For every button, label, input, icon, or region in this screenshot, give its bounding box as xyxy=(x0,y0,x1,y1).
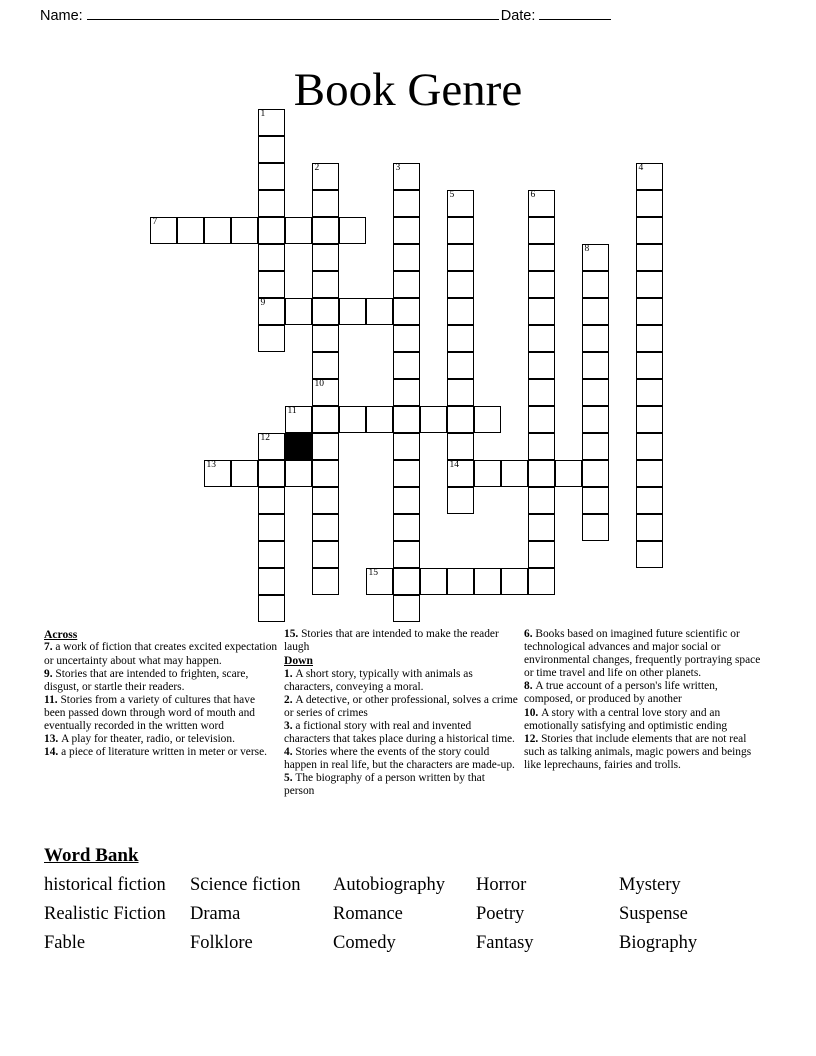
clue-text: A detective, or other professional, solves a crime or series of crimes xyxy=(284,693,518,719)
crossword-clue-number: 4 xyxy=(638,163,644,173)
clue-across-13 xyxy=(44,733,278,746)
crossword-cell[interactable] xyxy=(474,406,501,433)
crossword-cell[interactable] xyxy=(312,433,339,460)
clue-number: 3. xyxy=(284,719,296,732)
word-bank-word: Fable xyxy=(44,933,86,953)
crossword-cell[interactable] xyxy=(393,271,420,298)
crossword-cell[interactable] xyxy=(258,190,285,217)
clue-number: 8. xyxy=(524,680,536,693)
crossword-clue-number: 6 xyxy=(530,190,536,200)
crossword-cell[interactable] xyxy=(312,460,339,487)
clue-text: a fictional story with real and invented characters that takes place during a historical time. xyxy=(284,719,515,746)
crossword-cell[interactable] xyxy=(393,163,420,190)
crossword-cell[interactable] xyxy=(312,541,339,568)
clue-number: 1. xyxy=(284,667,296,680)
crossword-cell[interactable] xyxy=(258,460,285,487)
crossword-clue-number: 7 xyxy=(152,217,158,227)
crossword-cell[interactable] xyxy=(636,541,663,568)
clue-text: Stories from a variety of cultures that have been passed down through word of mouth and eventually recorded in the written word xyxy=(44,693,256,732)
clue-text: Stories that are intended to frighten, scare, disgust, or startle their readers. xyxy=(44,667,249,693)
crossword-cell[interactable] xyxy=(636,190,663,217)
crossword-cell[interactable] xyxy=(312,298,339,325)
crossword-blocked-cell xyxy=(285,433,312,460)
crossword-cell[interactable] xyxy=(312,406,339,433)
clues-column-1 xyxy=(44,628,284,828)
crossword-cell[interactable] xyxy=(204,217,231,244)
crossword-cell[interactable] xyxy=(447,352,474,379)
crossword-cell[interactable] xyxy=(636,433,663,460)
crossword-cell[interactable] xyxy=(393,541,420,568)
clue-number: 6. xyxy=(524,628,536,640)
crossword-cell[interactable] xyxy=(366,406,393,433)
clue-down-12 xyxy=(524,733,766,772)
crossword-cell[interactable] xyxy=(312,190,339,217)
crossword-cell[interactable] xyxy=(447,190,474,217)
crossword-cell[interactable] xyxy=(393,433,420,460)
crossword-cell[interactable] xyxy=(393,406,420,433)
crossword-cell[interactable] xyxy=(447,433,474,460)
word-bank-word: Drama xyxy=(190,904,241,924)
crossword-cell[interactable] xyxy=(528,190,555,217)
crossword-cell[interactable] xyxy=(636,514,663,541)
clue-across-7 xyxy=(44,641,278,667)
clue-text: A play for theater, radio, or television. xyxy=(61,733,235,746)
word-bank-word: Fantasy xyxy=(476,933,534,953)
clue-text: A story with a central love story and an emotionally satisfying and optimistic ending xyxy=(524,706,728,732)
crossword-cell[interactable] xyxy=(231,460,258,487)
clue-down-4 xyxy=(284,746,518,772)
crossword-cell[interactable] xyxy=(582,352,609,379)
crossword-cell[interactable] xyxy=(393,298,420,325)
crossword-cell[interactable] xyxy=(474,460,501,487)
clue-number: 2. xyxy=(284,693,296,706)
crossword-cell[interactable] xyxy=(528,379,555,406)
word-bank-word: Poetry xyxy=(476,904,525,924)
clue-across-15 xyxy=(284,628,518,654)
clue-text: Stories that include elements that are not real such as talking animals, magic powers and beings like leprechauns, fairies and trolls. xyxy=(524,732,752,771)
crossword-cell[interactable] xyxy=(339,406,366,433)
clue-number: 5. xyxy=(284,772,296,785)
crossword-cell[interactable] xyxy=(636,217,663,244)
crossword-cell[interactable] xyxy=(393,217,420,244)
crossword-cell[interactable] xyxy=(636,244,663,271)
crossword-cell[interactable] xyxy=(528,568,555,595)
crossword-cell[interactable] xyxy=(636,460,663,487)
crossword-cell[interactable] xyxy=(393,568,420,595)
clue-down-2 xyxy=(284,694,518,720)
clue-text: Books based on imagined future scientific or technological advances and major social or environmental changes, frequently portraying space or time travel and life on other planets. xyxy=(524,628,761,680)
clue-down-3 xyxy=(284,720,518,746)
crossword-cell[interactable] xyxy=(258,487,285,514)
crossword-cell[interactable] xyxy=(582,487,609,514)
crossword-cell[interactable] xyxy=(177,217,204,244)
word-bank-word: Horror xyxy=(476,875,527,895)
crossword-cell[interactable] xyxy=(501,460,528,487)
clue-number: 10. xyxy=(524,706,542,719)
crossword-cell[interactable] xyxy=(447,271,474,298)
crossword-cell[interactable] xyxy=(528,244,555,271)
name-label: Name: xyxy=(40,8,83,24)
crossword-cell[interactable] xyxy=(420,406,447,433)
crossword-cell[interactable] xyxy=(312,568,339,595)
crossword-cell[interactable] xyxy=(258,136,285,163)
clue-down-8 xyxy=(524,680,766,706)
crossword-cell[interactable] xyxy=(258,271,285,298)
crossword-cell[interactable] xyxy=(528,217,555,244)
clues-section xyxy=(44,628,772,828)
clue-text: A short story, typically with animals as characters, conveying a moral. xyxy=(284,667,473,693)
crossword-clue-number: 15 xyxy=(368,568,378,578)
crossword-cell[interactable] xyxy=(312,325,339,352)
clue-text: The biography of a person written by that person xyxy=(284,772,485,798)
crossword-cell[interactable] xyxy=(393,514,420,541)
crossword-cell[interactable] xyxy=(285,298,312,325)
clue-text: Stories that are intended to make the reader laugh xyxy=(284,628,499,654)
crossword-cell[interactable] xyxy=(312,487,339,514)
clue-number: 14. xyxy=(44,746,62,759)
crossword-cell[interactable] xyxy=(582,298,609,325)
clue-number: 7. xyxy=(44,641,56,654)
crossword-cell[interactable] xyxy=(501,568,528,595)
word-bank-section xyxy=(44,845,784,954)
crossword-cell[interactable] xyxy=(582,379,609,406)
word-bank-word: historical fiction xyxy=(44,875,166,895)
clue-across-14 xyxy=(44,746,278,759)
crossword-cell[interactable] xyxy=(447,217,474,244)
crossword-cell[interactable] xyxy=(312,514,339,541)
crossword-cell[interactable] xyxy=(393,379,420,406)
crossword-cell[interactable] xyxy=(393,325,420,352)
crossword-cell[interactable] xyxy=(393,190,420,217)
word-bank-word: Biography xyxy=(619,933,698,953)
clue-number: 4. xyxy=(284,746,296,759)
clue-number: 15. xyxy=(284,628,302,640)
crossword-cell[interactable] xyxy=(258,109,285,136)
crossword-cell[interactable] xyxy=(447,244,474,271)
clue-down-10 xyxy=(524,707,766,733)
clue-number: 11. xyxy=(44,693,61,706)
crossword-clue-number: 8 xyxy=(584,244,590,254)
crossword-cell[interactable] xyxy=(258,541,285,568)
crossword-cell[interactable] xyxy=(582,244,609,271)
crossword-cell[interactable] xyxy=(447,298,474,325)
crossword-cell[interactable] xyxy=(258,433,285,460)
crossword-cell[interactable] xyxy=(636,325,663,352)
crossword-cell[interactable] xyxy=(393,487,420,514)
crossword-cell[interactable] xyxy=(528,352,555,379)
crossword-cell[interactable] xyxy=(312,271,339,298)
clue-text: a work of fiction that creates excited expectation or uncertainty about what may happen. xyxy=(44,641,278,667)
crossword-cell[interactable] xyxy=(312,217,339,244)
crossword-cell[interactable] xyxy=(582,406,609,433)
crossword-cell[interactable] xyxy=(393,352,420,379)
crossword-cell[interactable] xyxy=(339,217,366,244)
across-heading: Across xyxy=(44,628,78,641)
crossword-cell[interactable] xyxy=(258,217,285,244)
crossword-cell[interactable] xyxy=(258,244,285,271)
crossword-cell[interactable] xyxy=(582,514,609,541)
crossword-cell[interactable] xyxy=(258,298,285,325)
crossword-cell[interactable] xyxy=(366,568,393,595)
clue-number: 12. xyxy=(524,732,542,745)
crossword-cell[interactable] xyxy=(420,568,447,595)
crossword-cell[interactable] xyxy=(258,568,285,595)
word-bank-word: Science fiction xyxy=(190,875,301,895)
clue-down-1 xyxy=(284,668,518,694)
crossword-clue-number: 13 xyxy=(206,460,216,470)
clue-down-6 xyxy=(524,628,766,680)
crossword-cell[interactable] xyxy=(447,568,474,595)
crossword-cell[interactable] xyxy=(528,460,555,487)
crossword-cell[interactable] xyxy=(636,379,663,406)
down-heading: Down xyxy=(284,654,313,668)
crossword-cell[interactable] xyxy=(258,163,285,190)
crossword-cell[interactable] xyxy=(582,325,609,352)
clue-text: a piece of literature written in meter or verse. xyxy=(61,746,267,759)
crossword-cell[interactable] xyxy=(528,325,555,352)
crossword-cell[interactable] xyxy=(528,487,555,514)
crossword-clue-number: 14 xyxy=(449,460,459,470)
crossword-cell[interactable] xyxy=(393,460,420,487)
crossword-cell[interactable] xyxy=(393,244,420,271)
crossword-cell[interactable] xyxy=(474,568,501,595)
crossword-cell[interactable] xyxy=(528,271,555,298)
crossword-cell[interactable] xyxy=(528,541,555,568)
crossword-clue-number: 5 xyxy=(449,190,455,200)
crossword-cell[interactable] xyxy=(258,325,285,352)
clues-column-2 xyxy=(284,628,524,828)
word-bank-word: Realistic Fiction xyxy=(44,904,166,924)
crossword-cell[interactable] xyxy=(636,352,663,379)
clue-text: A true account of a person's life written, composed, or produced by another xyxy=(524,680,718,706)
crossword-cell[interactable] xyxy=(312,379,339,406)
page-title: Book Genre xyxy=(293,64,523,117)
crossword-cell[interactable] xyxy=(285,406,312,433)
word-bank-word: Mystery xyxy=(619,875,681,895)
clue-down-5 xyxy=(284,772,518,798)
crossword-cell[interactable] xyxy=(447,487,474,514)
crossword-cell[interactable] xyxy=(204,460,231,487)
crossword-cell[interactable] xyxy=(312,352,339,379)
word-bank-word: Folklore xyxy=(190,933,253,953)
crossword-cell[interactable] xyxy=(528,433,555,460)
crossword-cell[interactable] xyxy=(555,460,582,487)
crossword-cell[interactable] xyxy=(528,514,555,541)
crossword-clue-number: 11 xyxy=(287,406,297,416)
crossword-clue-number: 12 xyxy=(260,433,270,443)
crossword-clue-number: 2 xyxy=(314,163,320,173)
crossword-clue-number: 9 xyxy=(260,298,266,308)
word-bank-word: Autobiography xyxy=(333,875,446,895)
crossword-cell[interactable] xyxy=(393,595,420,622)
word-bank-word: Comedy xyxy=(333,933,396,953)
crossword-cell[interactable] xyxy=(636,298,663,325)
crossword-cell[interactable] xyxy=(150,217,177,244)
crossword-cell[interactable] xyxy=(285,460,312,487)
crossword-cell[interactable] xyxy=(312,244,339,271)
crossword-cell[interactable] xyxy=(339,298,366,325)
word-bank-title: Word Bank xyxy=(44,845,139,866)
clue-number: 13. xyxy=(44,733,62,746)
crossword-cell[interactable] xyxy=(636,406,663,433)
crossword-cell[interactable] xyxy=(636,271,663,298)
crossword-cell[interactable] xyxy=(366,298,393,325)
crossword-cell[interactable] xyxy=(447,379,474,406)
clue-text: Stories where the events of the story could happen in real life, but the characters are made-up. xyxy=(284,746,515,772)
crossword-cell[interactable] xyxy=(258,595,285,622)
clues-column-3 xyxy=(524,628,772,828)
word-bank-grid xyxy=(44,874,784,954)
word-bank-word: Suspense xyxy=(619,904,688,924)
crossword-cell[interactable] xyxy=(258,514,285,541)
crossword-cell[interactable] xyxy=(528,406,555,433)
crossword-cell[interactable] xyxy=(285,217,312,244)
clue-across-9 xyxy=(44,668,278,694)
crossword-cell[interactable] xyxy=(636,487,663,514)
word-bank-word: Romance xyxy=(333,904,403,924)
crossword-clue-number: 10 xyxy=(314,379,324,389)
crossword-clue-number: 3 xyxy=(395,163,401,173)
crossword-cell[interactable] xyxy=(447,406,474,433)
crossword-cell[interactable] xyxy=(582,271,609,298)
crossword-cell[interactable] xyxy=(447,325,474,352)
crossword-cell[interactable] xyxy=(447,460,474,487)
crossword-cell[interactable] xyxy=(231,217,258,244)
crossword-cell[interactable] xyxy=(582,460,609,487)
crossword-cell[interactable] xyxy=(312,163,339,190)
date-label: Date: xyxy=(500,8,536,24)
crossword-cell[interactable] xyxy=(528,298,555,325)
crossword-cell[interactable] xyxy=(636,163,663,190)
clue-number: 9. xyxy=(44,667,56,680)
clue-across-11 xyxy=(44,694,278,733)
crossword-cell[interactable] xyxy=(582,433,609,460)
crossword-clue-number: 1 xyxy=(260,109,266,119)
